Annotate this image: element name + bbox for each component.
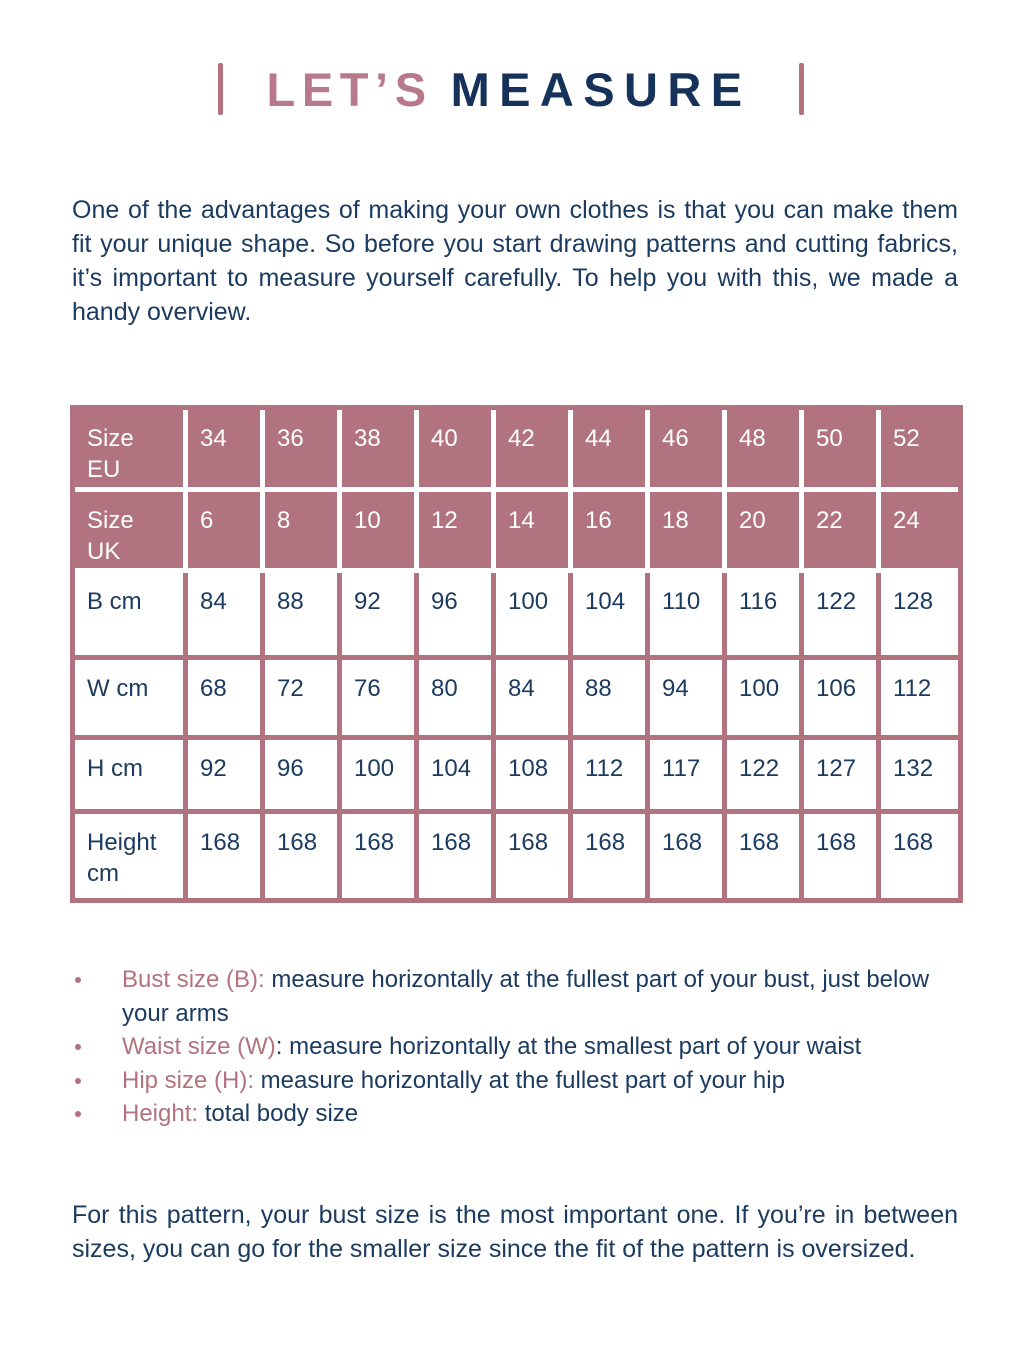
- table-cell: 38: [342, 410, 419, 487]
- table-row-waist: [75, 655, 958, 735]
- table-cell: 80: [419, 660, 496, 735]
- table-cell: 50: [804, 410, 881, 487]
- table-cell: 88: [573, 660, 650, 735]
- table-cell: 168: [265, 814, 342, 898]
- table-cell: 48: [727, 410, 804, 487]
- table-row-hip: [75, 735, 958, 809]
- table-cell: 100: [342, 740, 419, 809]
- table-cell: 12: [419, 492, 496, 568]
- table-cell: 128: [893, 588, 934, 615]
- table-cell: 168: [804, 814, 881, 898]
- table-cell: 96: [265, 740, 342, 809]
- row-label: Size EU: [75, 410, 188, 487]
- table-cell: 116: [727, 573, 804, 655]
- table-cell: 92: [188, 740, 265, 809]
- table-cell: 168: [342, 814, 419, 898]
- row-label: W cm: [75, 660, 188, 735]
- table-row-size-uk: [75, 492, 958, 573]
- table-cell: 14: [496, 492, 573, 568]
- measurement-definitions-list: [72, 963, 960, 1131]
- table-cell: 68: [188, 660, 265, 735]
- table-cell: 122: [727, 740, 804, 809]
- table-cell: 132: [893, 755, 934, 782]
- table-cell: 96: [419, 573, 496, 655]
- row-label: B cm: [75, 573, 188, 655]
- table-cell: 108: [496, 740, 573, 809]
- table-cell: 168: [188, 814, 265, 898]
- row-label: H cm: [75, 740, 188, 809]
- bullet-text: measure horizontally at the fullest part of your bust, just below your arms: [122, 966, 936, 1027]
- bullet-label: Bust size (B):: [122, 966, 265, 993]
- size-table: [70, 405, 963, 903]
- row-label: Size UK: [75, 492, 188, 568]
- table-row-size-eu: [75, 410, 958, 492]
- table-cell: 42: [496, 410, 573, 487]
- intro-paragraph: One of the advantages of making your own clothes is that you can make them fit your unique shape. So before you start drawing patterns and cutting fabrics, it’s important to measure yourself carefully. To help you with this, we made a handy overview.: [72, 196, 958, 326]
- title-word-lets: LET’S: [266, 62, 433, 116]
- table-cell: 168: [496, 814, 573, 898]
- bullet-text: total body size: [198, 1100, 359, 1127]
- table-cell: 16: [573, 492, 650, 568]
- table-cell: 104: [573, 573, 650, 655]
- table-cell: 24: [893, 507, 920, 534]
- table-cell: 18: [650, 492, 727, 568]
- table-cell: 92: [342, 573, 419, 655]
- list-item-bust: [72, 963, 960, 1030]
- table-row-bust: [75, 573, 958, 655]
- table-cell: 122: [804, 573, 881, 655]
- table-cell: 36: [265, 410, 342, 487]
- table-cell: 168: [727, 814, 804, 898]
- bullet-icon: [75, 1044, 81, 1050]
- table-cell: 76: [342, 660, 419, 735]
- bullet-icon: [75, 1078, 81, 1084]
- row-label: Height cm: [75, 814, 188, 898]
- title-word-measure: MEASURE: [450, 62, 752, 116]
- table-cell: 84: [496, 660, 573, 735]
- table-cell: 72: [265, 660, 342, 735]
- table-cell: 110: [650, 573, 727, 655]
- table-cell: 168: [573, 814, 650, 898]
- table-cell: 20: [727, 492, 804, 568]
- table-cell: 112: [893, 675, 932, 702]
- table-cell: 168: [650, 814, 727, 898]
- table-cell: 168: [419, 814, 496, 898]
- bullet-label: Waist size (W): [122, 1033, 276, 1060]
- list-item-hip: [72, 1064, 960, 1098]
- list-item-height: [72, 1097, 960, 1131]
- list-item-waist: [72, 1030, 960, 1064]
- table-cell: 94: [650, 660, 727, 735]
- table-cell: 117: [650, 740, 727, 809]
- table-cell: 52: [893, 425, 920, 452]
- table-cell: 10: [342, 492, 419, 568]
- table-cell: 106: [804, 660, 881, 735]
- closing-paragraph: For this pattern, your bust size is the most important one. If you’re in between sizes, you can go for the smaller size since the fit of the pattern is oversized.: [72, 1201, 958, 1263]
- bullet-icon: [75, 977, 81, 983]
- table-cell: 100: [496, 573, 573, 655]
- table-cell: 100: [727, 660, 804, 735]
- table-cell: 22: [804, 492, 881, 568]
- bullet-text: : measure horizontally at the smallest part of your waist: [275, 1033, 862, 1060]
- table-cell: 104: [419, 740, 496, 809]
- bullet-label: Hip size (H):: [122, 1066, 255, 1094]
- table-cell: 44: [573, 410, 650, 487]
- table-cell: 8: [265, 492, 342, 568]
- page-title: [0, 56, 1022, 122]
- table-cell: 34: [188, 410, 265, 487]
- table-cell: 127: [804, 740, 881, 809]
- table-cell: 84: [188, 573, 265, 655]
- table-cell: 6: [188, 492, 265, 568]
- table-cell: 46: [650, 410, 727, 487]
- table-cell: 168: [893, 829, 934, 856]
- title-decoration-bar-left: [218, 63, 223, 115]
- table-cell: 112: [573, 740, 650, 809]
- table-row-height: [75, 809, 958, 898]
- table-cell: 40: [419, 410, 496, 487]
- bullet-icon: [75, 1111, 81, 1117]
- title-decoration-bar-right: [799, 63, 804, 115]
- bullet-text: measure horizontally at the fullest part of your hip: [254, 1066, 785, 1094]
- bullet-label: Height:: [122, 1100, 199, 1127]
- table-cell: 88: [265, 573, 342, 655]
